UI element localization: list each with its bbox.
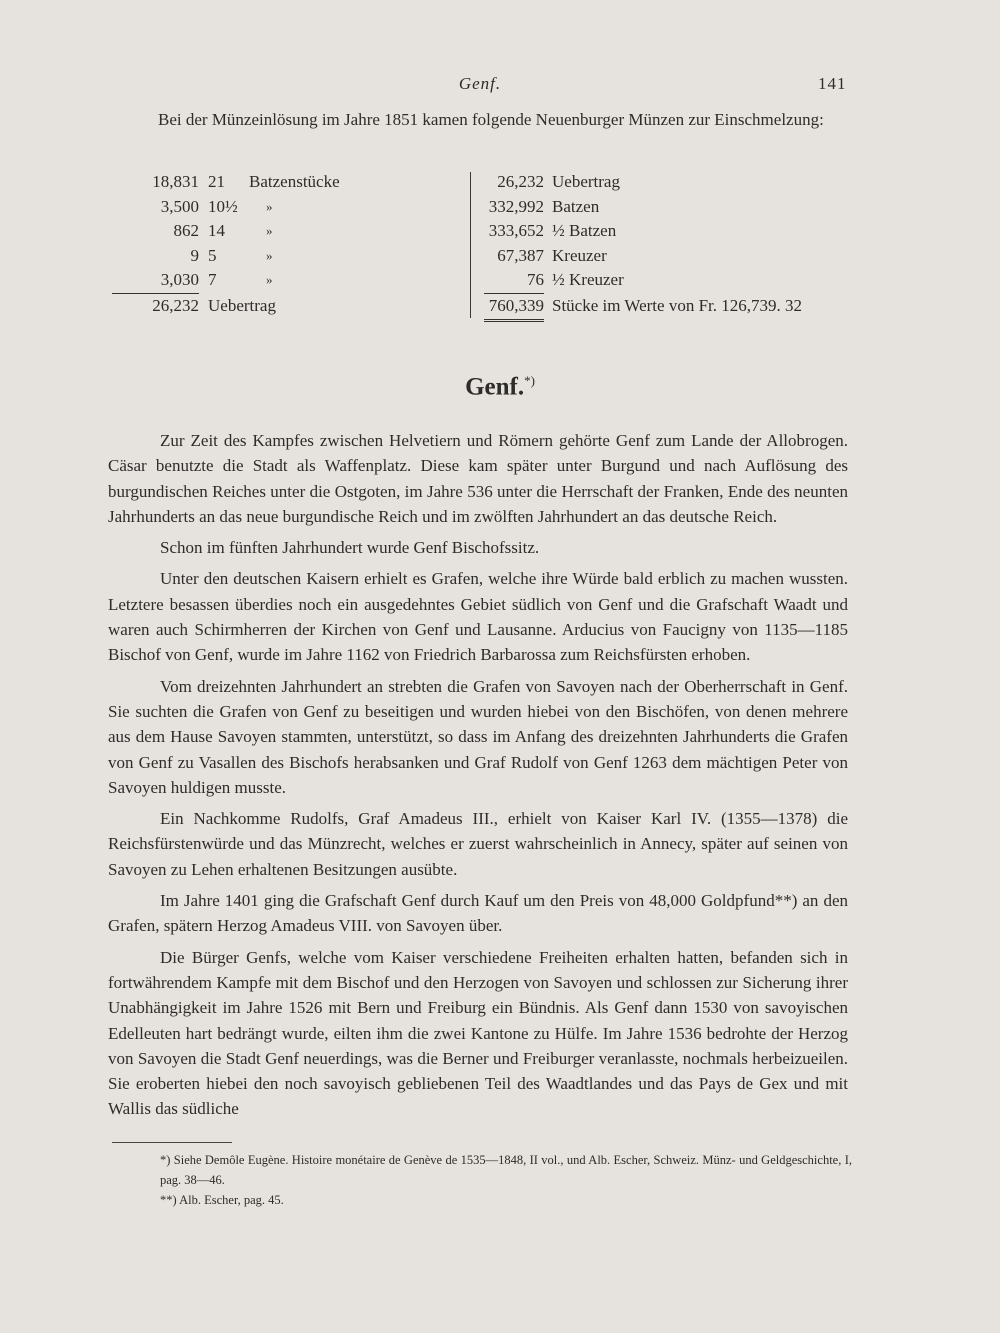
body-text [108, 428, 848, 1128]
table-row [112, 195, 462, 220]
table-total-row [112, 294, 462, 319]
coin-description: ½ Batzen [552, 221, 617, 241]
coin-description: ½ Kreuzer [552, 270, 624, 290]
coin-count: 332,992 [488, 196, 544, 216]
ditto-mark: » [266, 223, 273, 239]
table-row [484, 268, 864, 294]
table-row [484, 170, 864, 195]
table-total-row [484, 294, 864, 322]
coin-description: Batzenstücke [249, 172, 340, 191]
ditto-mark: » [266, 272, 273, 288]
coin-denomination: 7 [208, 270, 217, 290]
table-row [484, 195, 864, 220]
coin-description: Uebertrag [208, 295, 276, 315]
section-title: Genf. [465, 373, 525, 401]
body-paragraph: Die Bürger Genfs, welche vom Kaiser verschiedene Freiheiten erhalten hatten, befanden sich in fortwährendem Kampfe mit dem Bischof und den Herzogen von Savoyen und schlossen zur Sicherung ihrer Unabhängigkeit im Jahre 1526 mit Bern und Freiburg ein Bündnis. Als Genf dann 1530 von savoyischen Edelleuten hart bedrängt wurde, eilten ihm die zwei Kantone zu Hülfe. Im Jahre 1536 bedrohte der Herzog von Savoyen die Stadt Genf neuerdings, was die Berner und Freiburger veranlasste, nochmals herbeizueilen. Sie eroberten hiebei den noch savoyisch gebliebenen Teil des Waadtlandes und das Pays de Gex und mit Wallis das südliche [108, 947, 848, 1119]
coin-description: Batzen [552, 196, 600, 216]
body-paragraph: Schon im fünften Jahrhundert wurde Genf Bischofssitz. [160, 538, 540, 558]
coin-count: 333,652 [488, 221, 544, 241]
coin-denomination: 10½ [208, 196, 238, 216]
coin-table-left [112, 170, 462, 319]
ditto-mark: » [266, 198, 273, 214]
page-number: 141 [818, 74, 847, 93]
table-row [112, 268, 462, 294]
footnote: *) Siehe Demôle Eugène. Histoire monétaire de Genève de 1535—1848, II vol., und Alb. Escher, Schweiz. Münz- und Geldgeschichte, I, pag. 38—46. [160, 1153, 852, 1187]
body-paragraph: Unter den deutschen Kaisern erhielt es Grafen, welche ihre Würde bald erblich zu machen wussten. Letztere besassen überdies noch ein ausgedehntes Gebiet südlich von Genf und die Grafschaft Waadt und waren auch Schirmherren der Kirchen von Genf und Lausanne. Arducius von Faucigny von 1135—1185 Bischof von Genf, wurde im Jahre 1162 von Friedrich Barbarossa zum Reichsfürsten erhoben. [108, 569, 848, 665]
footnote: **) Alb. Escher, pag. 45. [160, 1193, 284, 1207]
body-paragraph: Zur Zeit des Kampfes zwischen Helvetiern und Römern gehörte Genf zum Lande der Allobrogen. Cäsar benutzte die Stadt als Waffenplatz. Diese kam später unter Burgund und nach Auflösung des burgundischen Reiches unter die Ostgoten, im Jahre 536 unter die Herrschaft der Franken, Ende des neunten Jahrhunderts an das neue burgundische Reich und im zwölften Jahrhundert an das deutsche Reich. [108, 431, 848, 526]
body-paragraph: Im Jahre 1401 ging die Grafschaft Genf durch Kauf um den Preis von 48,000 Goldpfund**) an den Grafen, spätern Herzog Amadeus VIII. von Savoyen über. [108, 891, 848, 936]
coin-count: 18,831 [152, 172, 199, 191]
table-divider [470, 172, 471, 318]
coin-denomination: 21 [208, 172, 225, 191]
coin-count: 67,387 [497, 245, 544, 265]
coin-description: Uebertrag [552, 172, 620, 191]
table-row [112, 170, 462, 195]
body-paragraph: Vom dreizehnten Jahrhundert an strebten die Grafen von Savoyen nach der Oberherrschaft in Genf. Sie suchten die Grafen von Genf zu beseitigen und wurden hiebei von den Bischöfen, von denen mehrere aus dem Hause Savoyen stammten, unterstützt, so dass im Anfang des dreizehnten Jahrhunderts die Grafen von Genf zu Vasallen des Bischofs herabsanken und Graf Rudolf von Genf 1263 dem mächtigen Peter von Savoyen huldigen musste. [108, 676, 848, 797]
coin-count: 862 [173, 221, 199, 241]
coin-count: 3,500 [160, 196, 199, 216]
coin-denomination: 5 [208, 245, 217, 265]
table-row [112, 219, 462, 244]
coin-table-right [484, 170, 864, 322]
section-heading [0, 373, 1000, 401]
intro-paragraph: Bei der Münzeinlösung im Jahre 1851 kamen folgende Neuenburger Münzen zur Einschmelzung: [158, 110, 824, 129]
footnotes [112, 1150, 852, 1210]
table-row [484, 219, 864, 244]
table-row [112, 244, 462, 269]
ditto-mark: » [266, 247, 273, 263]
footnote-marker: *) [524, 373, 535, 388]
body-paragraph: Ein Nachkomme Rudolfs, Graf Amadeus III., erhielt von Kaiser Karl IV. (1355—1378) die Reichsfürstenwürde und das Münzrecht, welches er zuerst wahrscheinlich in Annecy, später auf seinen von Savoyen zu Lehen erhaltenen Besitzungen ausübte. [108, 809, 848, 879]
coin-count: 26,232 [152, 295, 199, 315]
footnote-rule [112, 1142, 232, 1143]
coin-description: Kreuzer [552, 245, 607, 265]
coin-count: 3,030 [112, 268, 199, 294]
running-header-title: Genf. [458, 74, 502, 93]
coin-count: 760,339 [484, 294, 544, 322]
coin-description: Stücke im Werte von Fr. 126,739. 32 [552, 295, 802, 315]
coin-count: 76 [484, 268, 544, 294]
coin-count: 26,232 [497, 172, 544, 191]
table-row [484, 244, 864, 269]
coin-count: 9 [190, 245, 199, 265]
coin-denomination: 14 [208, 221, 225, 241]
